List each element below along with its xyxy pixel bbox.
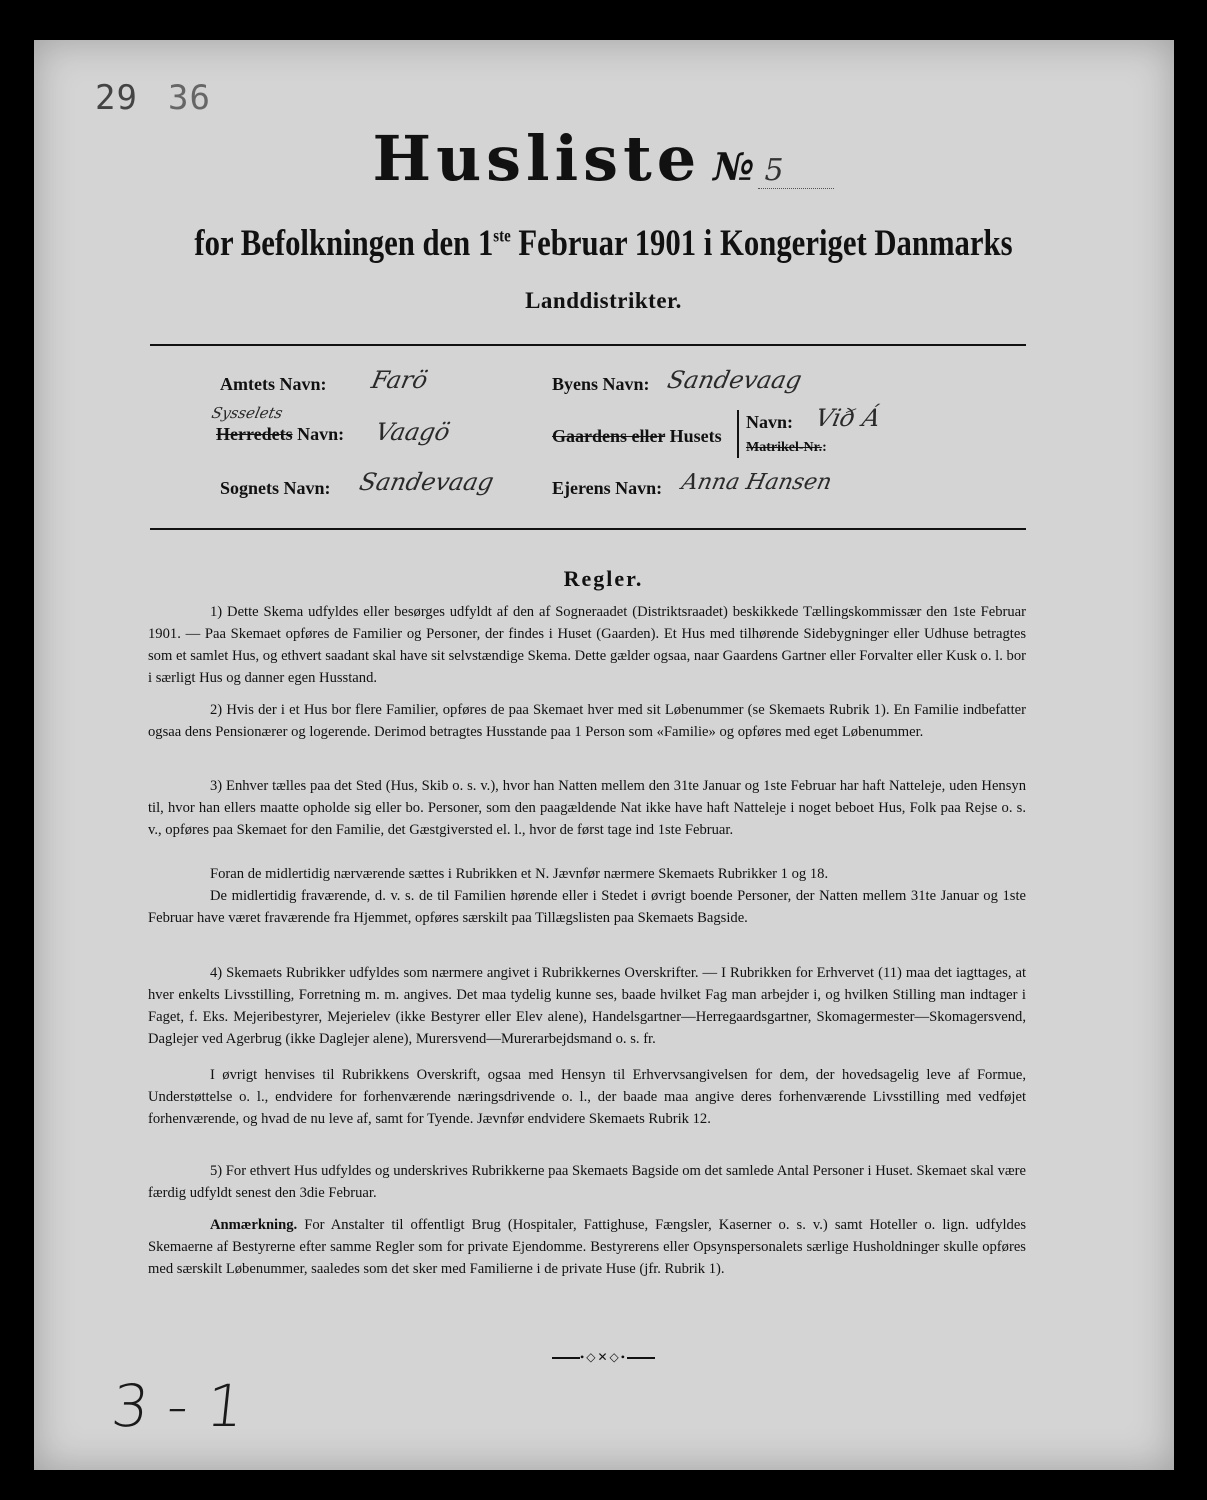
note-text: For Anstalter til offentligt Brug (Hospitaler, Fattighuse, Fængsler, Kaserner o. s. v.) samt Hoteller o. lign. udfyldes Skemaerne af Bestyrerne efter samme Regler som for private Ejendomme. Bestyrerens eller Opsynspersonalets særlige Husholdninger skulle opføres med særskilt Løbenummer, saaledes som det sker med Familierne i de private Huse (jfr. Rubrik 1). bbox=[148, 1217, 1026, 1277]
ejer-label: Ejerens Navn: bbox=[552, 478, 663, 498]
district-heading: Landdistrikter. bbox=[525, 288, 682, 313]
rule-3c-text: De midlertidig fraværende, d. v. s. de til Familien hørende eller i Stedet i øvrigt boende Personer, der Natten mellem 31te Januar og 1ste Februar have været fraværende fra Hjemmet, opføres særskilt paa Tillægslisten paa Skemaets Bagside. bbox=[148, 888, 1026, 926]
rule-3 bbox=[148, 775, 1026, 841]
rule-1-text: 1) Dette Skema udfyldes eller besørges udfyldt af den af Sogneraadet (Distriktsraadet) beskikkede Tællingskommissær den 1ste Februar 1901. — Paa Skemaet opføres de Familier og Personer, der findes i Huset (Gaarden). Et Hus med tilhørende Sidebygninger eller Udhuse betragtes som et samlet Hus, og ethvert saadant skal have sit selvstændige Skema. Dette gælder ogsaa, naar Gaardens Gartner eller Forvalter eller Kusk o. l. bor i særligt Hus og danner egen Husstand. bbox=[148, 604, 1026, 686]
rule-4b-text: I øvrigt henvises til Rubrikkens Overskrift, ogsaa med Hensyn til Erhvervsangivelsen for dem, der hovedsagelig leve af Formue, Understøttelse o. l., endvidere for forhenværende næringsdrivende o. l., der baade maa angive deres forhenværende Livsstilling med vedføjet forhenværende, og hvad de nu leve af, samt for Tyende. Jævnfør endvidere Skemaets Rubrik 12. bbox=[148, 1067, 1026, 1127]
rule-5-text: 5) For ethvert Hus udfyldes og underskrives Rubrikkerne paa Skemaets Bagside om det samlede Antal Personer i Huset. Skemaet skal være færdig udfyldt senest den 3die Februar. bbox=[148, 1163, 1026, 1201]
herred-label-row bbox=[216, 424, 344, 445]
subtitle-sup: ste bbox=[493, 225, 511, 246]
herred-label-struck: Herredets bbox=[216, 424, 293, 444]
rule-1 bbox=[148, 601, 1026, 689]
archive-number-right: 36 bbox=[168, 78, 211, 118]
title-main: Husliste bbox=[372, 122, 702, 195]
by-label: Byens Navn: bbox=[552, 374, 650, 394]
ornament-line-left bbox=[552, 1357, 580, 1359]
herred-label: Navn: bbox=[292, 424, 345, 444]
page-title bbox=[0, 122, 1207, 195]
navn-value: Við Á bbox=[813, 404, 883, 432]
herred-value: Vaagö bbox=[373, 418, 453, 446]
rule-4-text: 4) Skemaets Rubrikker udfyldes som nærmere angivet i Rubrikkernes Overskrifter. — I Rubrikken for Erhvervet (11) maa det iagttages, at hver enkelts Livsstilling, Forretning m. m. angives. Det maa tydelig kunne ses, baade hvilket Fag man arbejder i, og hvilken Stilling man indtager i Faget, f. Eks. Mejeribestyrer, Mejerielev (ikke Bestyrer eller Elev alene), Handelsgartner—Herregaardsgartner, Skomagermester—Skomagersvend, Daglejer ved Agerbrug (ikke Daglejer alene), Murersvend—Murerarbejdsmand o. s. fr. bbox=[148, 965, 1026, 1047]
rule-note bbox=[148, 1214, 1026, 1280]
divider-bottom bbox=[150, 528, 1026, 530]
ornament-line-right bbox=[627, 1357, 655, 1359]
subtitle-pre: for Befolkningen den 1 bbox=[194, 223, 494, 264]
ornament-divider bbox=[0, 1350, 1207, 1365]
amt-label: Amtets Navn: bbox=[220, 374, 327, 394]
gaard-label-struck: Gaardens eller bbox=[552, 426, 666, 446]
rules-heading: Regler. bbox=[563, 566, 644, 591]
archive-number-left: 29 bbox=[95, 78, 138, 118]
matrikel-label-row bbox=[746, 440, 827, 456]
list-number-value: 5 bbox=[758, 153, 834, 189]
rule-5 bbox=[148, 1160, 1026, 1204]
rule-4 bbox=[148, 962, 1026, 1050]
matrikel-colon: : bbox=[822, 440, 827, 455]
by-value: Sandevaag bbox=[665, 366, 805, 394]
rule-2-text: 2) Hvis der i et Hus bor flere Familier, opføres de paa Skemaet hver med sit Løbenummer (se Skemaets Rubrik 1). En Familie indbefatter ogsaa dens Pensionærer og logerende. Derimod betragtes Husstande paa 1 Person som «Familie» og opføres med eget Løbenummer. bbox=[148, 702, 1026, 740]
gaard-label-row bbox=[552, 426, 722, 447]
navn-label: Navn: bbox=[746, 412, 794, 432]
ornament-glyphs: •◇✕◇• bbox=[580, 1350, 627, 1364]
rule-3c bbox=[148, 885, 1026, 929]
rule-4b bbox=[148, 1064, 1026, 1130]
rule-3b bbox=[148, 863, 1026, 885]
subtitle-post: Februar 1901 i Kongeriget Danmarks bbox=[510, 223, 1013, 264]
number-sign: № bbox=[713, 144, 755, 189]
ejer-value: Anna Hansen bbox=[679, 470, 834, 495]
herred-annotation: Sysselets bbox=[210, 404, 285, 422]
field-bracket bbox=[737, 410, 739, 458]
sogn-label: Sognets Navn: bbox=[220, 478, 331, 498]
gaard-label: Husets bbox=[665, 426, 722, 446]
amt-value: Farö bbox=[369, 366, 431, 394]
rule-3-text: 3) Enhver tælles paa det Sted (Hus, Skib o. s. v.), hvor han Natten mellem den 31te Januar og 1ste Februar har haft Natteleje, uden Hensyn til, hvor han ellers maatte opholde sig eller bo. Personer, som den paagældende Nat ikke have haft Natteleje i noget beboet Hus, Folk paa Rejse o. s. v., opføres paa Skemaet for den Familie, det Gæstgiversted el. l., hvor de først tage ind 1ste Februar. bbox=[148, 778, 1026, 838]
bottom-handwritten-mark: 3 - 1 bbox=[108, 1372, 248, 1440]
rule-2 bbox=[148, 699, 1026, 743]
divider-top bbox=[150, 344, 1026, 346]
note-label: Anmærkning. bbox=[210, 1217, 298, 1233]
page-subtitle bbox=[103, 222, 1105, 265]
matrikel-label-struck: Matrikel-Nr. bbox=[746, 440, 823, 455]
sogn-value: Sandevaag bbox=[357, 468, 497, 496]
rule-3b-text: Foran de midlertidig nærværende sættes i Rubrikken et N. Jævnfør nærmere Skemaets Rubrikker 1 og 18. bbox=[210, 866, 829, 882]
